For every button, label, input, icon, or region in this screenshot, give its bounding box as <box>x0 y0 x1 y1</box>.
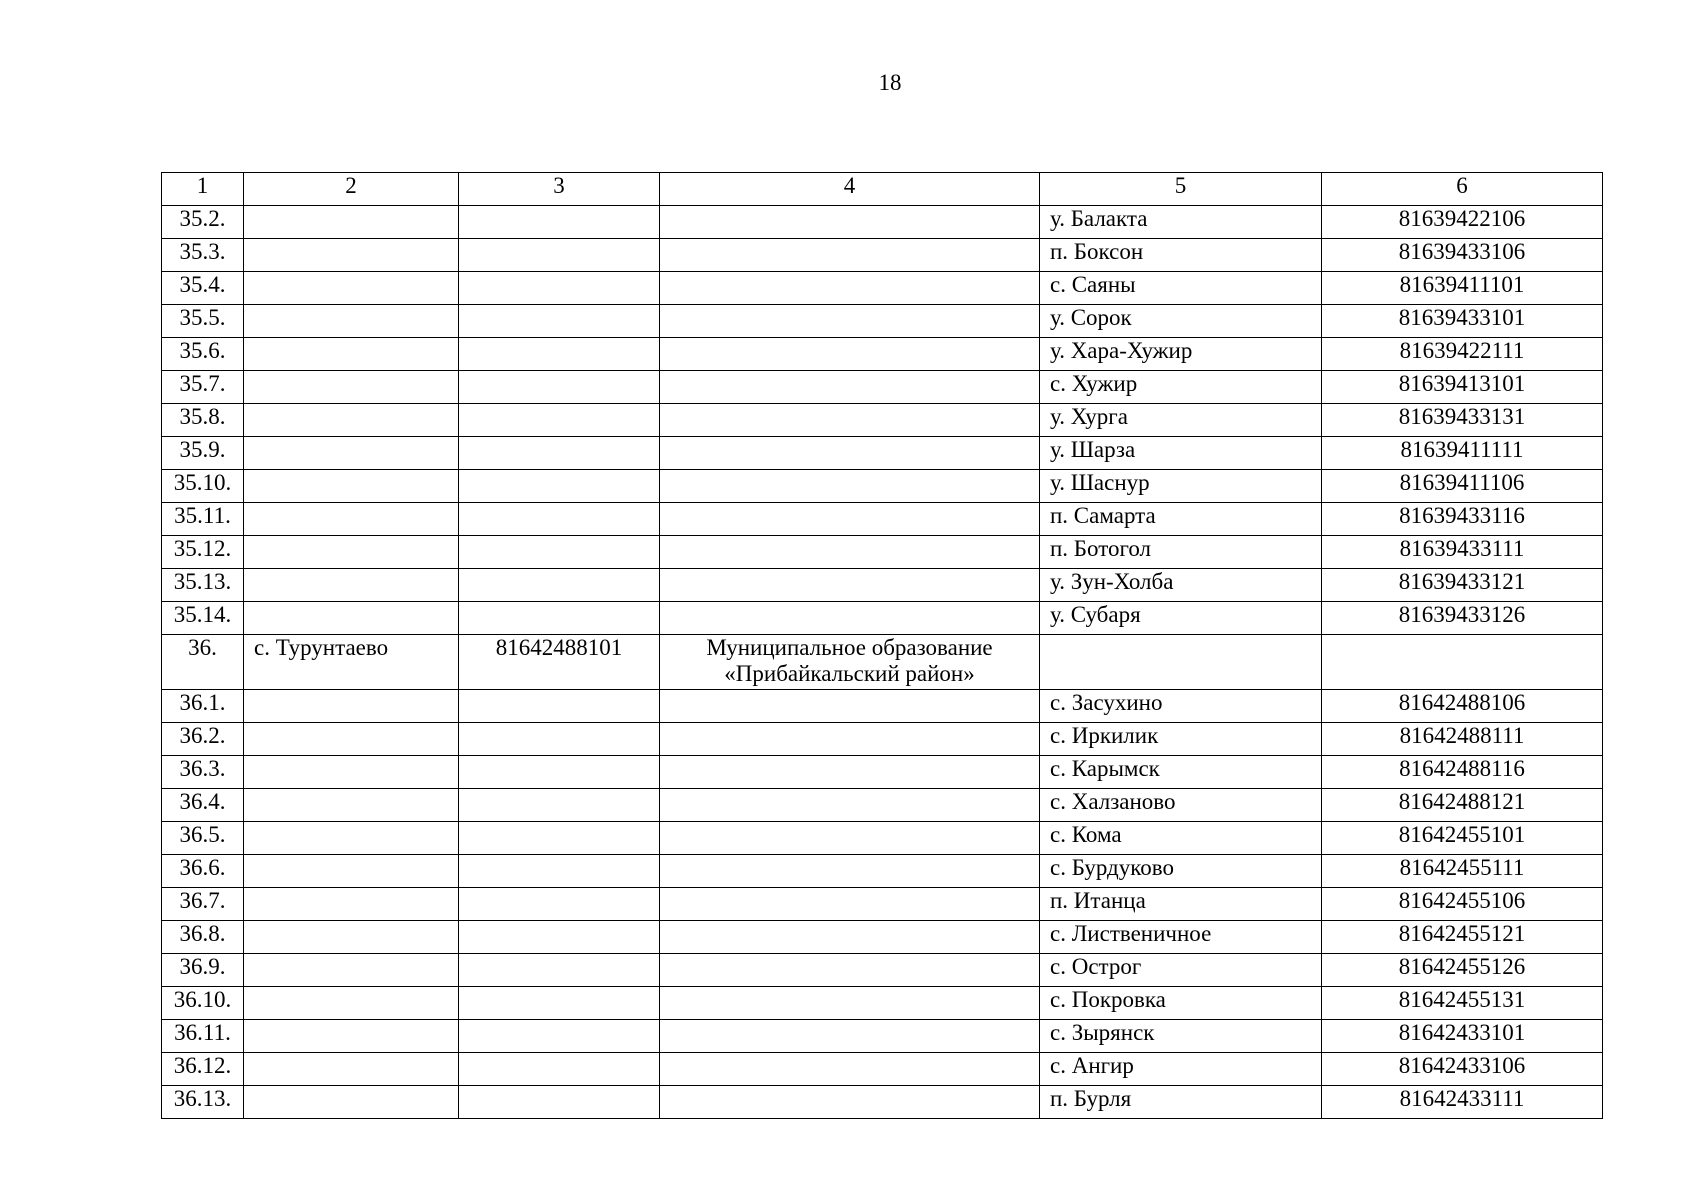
municipality-cell <box>660 855 1040 888</box>
municipality-cell <box>660 602 1040 635</box>
row-number-cell: 35.7. <box>162 371 244 404</box>
settlement-code-cell: 81642455101 <box>1322 822 1603 855</box>
municipality-cell <box>660 1053 1040 1086</box>
settlement-code-cell: 81639433116 <box>1322 503 1603 536</box>
settlement-name-cell: с. Кома <box>1040 822 1322 855</box>
settlement-center-cell <box>244 1086 459 1119</box>
page-number: 18 <box>878 70 902 95</box>
row-number-cell: 36.5. <box>162 822 244 855</box>
column-header: 1 <box>162 173 244 206</box>
center-code-cell <box>459 371 660 404</box>
column-header: 6 <box>1322 173 1603 206</box>
row-number-cell: 35.12. <box>162 536 244 569</box>
row-number-cell: 35.10. <box>162 470 244 503</box>
table-row <box>162 921 1603 954</box>
settlement-center-cell <box>244 921 459 954</box>
center-code-cell <box>459 239 660 272</box>
settlement-code-cell: 81642488111 <box>1322 723 1603 756</box>
table-row <box>162 272 1603 305</box>
center-code-cell <box>459 954 660 987</box>
municipality-cell <box>660 239 1040 272</box>
center-code-cell <box>459 1053 660 1086</box>
row-number-cell: 36.8. <box>162 921 244 954</box>
municipality-cell <box>660 888 1040 921</box>
municipality-cell <box>660 822 1040 855</box>
row-number-cell: 35.9. <box>162 437 244 470</box>
settlement-name-cell: у. Шаснур <box>1040 470 1322 503</box>
settlement-name-cell: с. Зырянск <box>1040 1020 1322 1053</box>
municipality-cell <box>660 272 1040 305</box>
settlement-code-cell: 81642488106 <box>1322 690 1603 723</box>
settlement-center-cell: с. Турунтаево <box>244 635 459 690</box>
municipality-cell <box>660 789 1040 822</box>
center-code-cell <box>459 888 660 921</box>
settlement-code-cell: 81642455106 <box>1322 888 1603 921</box>
row-number-cell: 36.7. <box>162 888 244 921</box>
settlement-code-cell: 81642455126 <box>1322 954 1603 987</box>
municipality-cell <box>660 569 1040 602</box>
settlement-center-cell <box>244 437 459 470</box>
row-number-cell: 35.8. <box>162 404 244 437</box>
settlement-center-cell <box>244 756 459 789</box>
row-number-cell: 35.3. <box>162 239 244 272</box>
row-number-cell: 36.6. <box>162 855 244 888</box>
settlement-name-cell: с. Лиственичное <box>1040 921 1322 954</box>
table-row <box>162 239 1603 272</box>
settlement-center-cell <box>244 305 459 338</box>
settlement-code-cell: 81639411111 <box>1322 437 1603 470</box>
settlement-code-cell: 81642433101 <box>1322 1020 1603 1053</box>
center-code-cell <box>459 921 660 954</box>
settlement-name-cell: с. Бурдуково <box>1040 855 1322 888</box>
settlement-code-cell: 81642433106 <box>1322 1053 1603 1086</box>
settlement-center-cell <box>244 789 459 822</box>
municipality-cell <box>660 1020 1040 1053</box>
center-code-cell <box>459 305 660 338</box>
settlement-center-cell <box>244 690 459 723</box>
municipality-cell <box>660 954 1040 987</box>
center-code-cell <box>459 338 660 371</box>
settlement-code-cell: 81642455121 <box>1322 921 1603 954</box>
row-number-cell: 36.11. <box>162 1020 244 1053</box>
table-row <box>162 723 1603 756</box>
settlement-center-cell <box>244 855 459 888</box>
table-row <box>162 1086 1603 1119</box>
settlement-name-cell <box>1040 635 1322 690</box>
settlement-name-cell: с. Покровка <box>1040 987 1322 1020</box>
center-code-cell <box>459 1086 660 1119</box>
settlement-name-cell: с. Карымск <box>1040 756 1322 789</box>
center-code-cell <box>459 569 660 602</box>
settlement-center-cell <box>244 888 459 921</box>
settlement-name-cell: у. Субаря <box>1040 602 1322 635</box>
settlement-center-cell <box>244 239 459 272</box>
center-code-cell <box>459 503 660 536</box>
settlement-code-cell: 81639422111 <box>1322 338 1603 371</box>
center-code-cell <box>459 690 660 723</box>
municipality-cell <box>660 536 1040 569</box>
settlement-name-cell: п. Ботогол <box>1040 536 1322 569</box>
center-code-cell <box>459 855 660 888</box>
settlement-center-cell <box>244 404 459 437</box>
column-header: 4 <box>660 173 1040 206</box>
settlement-name-cell: у. Сорок <box>1040 305 1322 338</box>
row-number-cell: 36.10. <box>162 987 244 1020</box>
settlement-center-cell <box>244 987 459 1020</box>
municipality-cell <box>660 723 1040 756</box>
settlement-name-cell: с. Саяны <box>1040 272 1322 305</box>
center-code-cell <box>459 206 660 239</box>
settlement-name-cell: с. Острог <box>1040 954 1322 987</box>
settlement-code-cell: 81639433106 <box>1322 239 1603 272</box>
settlement-code-cell: 81639433111 <box>1322 536 1603 569</box>
table-row <box>162 987 1603 1020</box>
table-header-row <box>162 173 1603 206</box>
settlement-code-cell: 81639413101 <box>1322 371 1603 404</box>
center-code-cell <box>459 723 660 756</box>
settlement-center-cell <box>244 1053 459 1086</box>
table-row <box>162 954 1603 987</box>
row-number-cell: 35.2. <box>162 206 244 239</box>
municipality-cell <box>660 305 1040 338</box>
municipality-cell <box>660 987 1040 1020</box>
settlement-code-cell: 81639411106 <box>1322 470 1603 503</box>
table-row <box>162 855 1603 888</box>
settlement-name-cell: с. Ангир <box>1040 1053 1322 1086</box>
settlement-center-cell <box>244 503 459 536</box>
settlement-name-cell: у. Шарза <box>1040 437 1322 470</box>
center-code-cell <box>459 602 660 635</box>
municipality-cell <box>660 690 1040 723</box>
settlement-code-cell: 81642455111 <box>1322 855 1603 888</box>
settlement-code-cell: 81642488121 <box>1322 789 1603 822</box>
center-code-cell <box>459 470 660 503</box>
table-row <box>162 756 1603 789</box>
municipality-cell <box>660 470 1040 503</box>
row-number-cell: 35.14. <box>162 602 244 635</box>
row-number-cell: 35.6. <box>162 338 244 371</box>
center-code-cell <box>459 272 660 305</box>
settlement-center-cell <box>244 470 459 503</box>
center-code-cell <box>459 756 660 789</box>
row-number-cell: 35.5. <box>162 305 244 338</box>
settlement-code-cell: 81639422106 <box>1322 206 1603 239</box>
table-row <box>162 602 1603 635</box>
table-row <box>162 437 1603 470</box>
settlement-center-cell <box>244 338 459 371</box>
municipality-cell <box>660 404 1040 437</box>
center-code-cell <box>459 789 660 822</box>
municipality-cell: Муниципальное образование «Прибайкальский район» <box>660 635 1040 690</box>
settlement-center-cell <box>244 723 459 756</box>
settlement-name-cell: п. Итанца <box>1040 888 1322 921</box>
settlement-name-cell: с. Засухино <box>1040 690 1322 723</box>
settlement-name-cell: с. Иркилик <box>1040 723 1322 756</box>
settlement-name-cell: с. Халзаново <box>1040 789 1322 822</box>
settlement-center-cell <box>244 272 459 305</box>
document-table <box>161 172 1603 1119</box>
settlement-code-cell: 81639411101 <box>1322 272 1603 305</box>
table-row <box>162 1053 1603 1086</box>
settlement-code-cell: 81639433121 <box>1322 569 1603 602</box>
row-number-cell: 36.3. <box>162 756 244 789</box>
center-code-cell: 81642488101 <box>459 635 660 690</box>
settlement-center-cell <box>244 602 459 635</box>
center-code-cell <box>459 987 660 1020</box>
settlement-name-cell: у. Хурга <box>1040 404 1322 437</box>
municipality-cell <box>660 206 1040 239</box>
row-number-cell: 36.13. <box>162 1086 244 1119</box>
settlement-name-cell: у. Зун-Холба <box>1040 569 1322 602</box>
municipality-cell <box>660 503 1040 536</box>
table-row <box>162 690 1603 723</box>
row-number-cell: 36.12. <box>162 1053 244 1086</box>
table-row <box>162 338 1603 371</box>
settlement-name-cell: п. Самарта <box>1040 503 1322 536</box>
settlement-name-cell: у. Балакта <box>1040 206 1322 239</box>
municipality-cell <box>660 1086 1040 1119</box>
settlement-code-cell: 81639433126 <box>1322 602 1603 635</box>
settlement-name-cell: с. Хужир <box>1040 371 1322 404</box>
settlement-name-cell: п. Бурля <box>1040 1086 1322 1119</box>
settlement-code-cell: 81642488116 <box>1322 756 1603 789</box>
settlement-code-cell: 81642455131 <box>1322 987 1603 1020</box>
settlement-code-cell <box>1322 635 1603 690</box>
table-row <box>162 371 1603 404</box>
table-row <box>162 305 1603 338</box>
table-row <box>162 206 1603 239</box>
row-number-cell: 36.9. <box>162 954 244 987</box>
row-number-cell: 36.1. <box>162 690 244 723</box>
table-row <box>162 635 1603 690</box>
table-row <box>162 536 1603 569</box>
table-row <box>162 404 1603 437</box>
column-header: 3 <box>459 173 660 206</box>
row-number-cell: 35.4. <box>162 272 244 305</box>
settlement-center-cell <box>244 371 459 404</box>
table-row <box>162 888 1603 921</box>
table-row <box>162 503 1603 536</box>
settlement-center-cell <box>244 1020 459 1053</box>
settlement-code-cell: 81639433131 <box>1322 404 1603 437</box>
center-code-cell <box>459 404 660 437</box>
settlement-center-cell <box>244 822 459 855</box>
row-number-cell: 36.2. <box>162 723 244 756</box>
table-row <box>162 789 1603 822</box>
settlement-name-cell: у. Хара-Хужир <box>1040 338 1322 371</box>
center-code-cell <box>459 437 660 470</box>
settlement-code-cell: 81642433111 <box>1322 1086 1603 1119</box>
table-row <box>162 569 1603 602</box>
settlement-code-cell: 81639433101 <box>1322 305 1603 338</box>
municipality-cell <box>660 338 1040 371</box>
settlement-center-cell <box>244 569 459 602</box>
table-row <box>162 470 1603 503</box>
row-number-cell: 36. <box>162 635 244 690</box>
center-code-cell <box>459 1020 660 1053</box>
settlement-center-cell <box>244 954 459 987</box>
municipality-cell <box>660 921 1040 954</box>
column-header: 5 <box>1040 173 1322 206</box>
settlement-center-cell <box>244 206 459 239</box>
center-code-cell <box>459 536 660 569</box>
table-row <box>162 1020 1603 1053</box>
row-number-cell: 35.13. <box>162 569 244 602</box>
municipality-cell <box>660 371 1040 404</box>
table-row <box>162 822 1603 855</box>
municipality-cell <box>660 437 1040 470</box>
column-header: 2 <box>244 173 459 206</box>
row-number-cell: 36.4. <box>162 789 244 822</box>
municipality-cell <box>660 756 1040 789</box>
center-code-cell <box>459 822 660 855</box>
settlement-name-cell: п. Боксон <box>1040 239 1322 272</box>
settlement-center-cell <box>244 536 459 569</box>
row-number-cell: 35.11. <box>162 503 244 536</box>
